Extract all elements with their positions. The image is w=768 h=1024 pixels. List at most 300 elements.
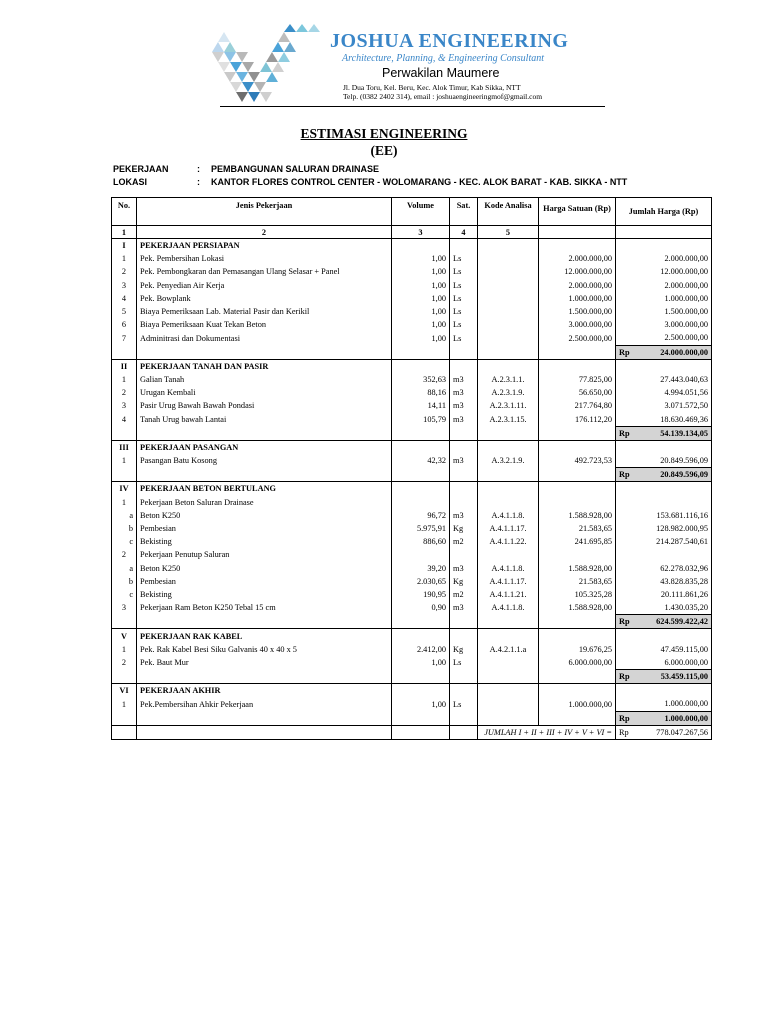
empty-cell [539,629,616,643]
section-header-row [112,482,712,496]
item-code [478,279,539,292]
colnum [539,226,616,239]
empty-cell [392,426,450,440]
item-total: 27.443.040,63 [616,373,712,386]
item-unit: m3 [450,562,478,575]
empty-cell [539,426,616,440]
item-number: 1 [112,643,137,656]
item-unit: Ls [450,292,478,305]
item-number: 3 [112,399,137,412]
item-code: A.2.3.1.1. [478,373,539,386]
item-unit: m3 [450,601,478,615]
item-number: 2 [112,656,137,670]
item-name: Galian Tanah [137,373,392,386]
empty-cell [450,670,478,684]
item-name: Pembesian [137,575,392,588]
item-code: A.2.3.1.9. [478,386,539,399]
lokasi-label: LOKASI [113,177,148,187]
rp-label: Rp [619,727,629,737]
item-volume: 1,00 [392,292,450,305]
item-number: 4 [112,292,137,305]
table-row [112,601,712,615]
colnum: 1 [112,226,137,239]
empty-cell [478,345,539,359]
colnum: 3 [392,226,450,239]
pekerjaan-label: PEKERJAAN [113,164,169,174]
item-volume: 96,72 [392,509,450,522]
table-row [112,535,712,548]
section-header-row [112,440,712,454]
item-volume: 1,00 [392,279,450,292]
section-number: V [112,629,137,643]
item-code [478,265,539,278]
table-row [112,643,712,656]
item-number: 2 [112,386,137,399]
item-code: A.4.1.1.8. [478,601,539,615]
grand-total-row [112,725,712,739]
table-row [112,548,712,561]
item-unit [450,548,478,561]
item-name: Pek. Pembersihan Lokasi [137,252,392,265]
item-total: 2.000.000,00 [616,279,712,292]
item-name: Pek. Penyedian Air Kerja [137,279,392,292]
item-code: A.2.3.1.15. [478,412,539,426]
item-total: 3.000.000,00 [616,318,712,331]
item-name: Pek. Bowplank [137,292,392,305]
item-total: 4.994.051,56 [616,386,712,399]
section-subtotal-row [112,426,712,440]
section-number: I [112,239,137,253]
empty-cell [392,359,450,373]
section-subtotal [616,615,712,629]
empty-cell [450,684,478,698]
table-row [112,279,712,292]
colnum: 4 [450,226,478,239]
item-name: Beton K250 [137,562,392,575]
table-row [112,697,712,711]
item-number: 1 [112,252,137,265]
item-unit: m2 [450,535,478,548]
item-total: 1.000.000,00 [616,697,712,711]
document-title: ESTIMASI ENGINEERING [300,126,468,141]
item-code: A.4.1.1.8. [478,562,539,575]
empty-cell [450,440,478,454]
item-unit-price: 217.764,80 [539,399,616,412]
item-number: 7 [112,331,137,345]
grand-total-value: 778.047.267,56 [656,727,708,737]
empty-cell [137,711,392,725]
item-total: 128.982.000,95 [616,522,712,535]
item-unit: Ls [450,656,478,670]
item-code [478,305,539,318]
item-unit: Kg [450,575,478,588]
grand-total [616,725,712,739]
item-number: c [112,588,137,601]
item-total: 20.849.596,09 [616,454,712,468]
item-number: 5 [112,305,137,318]
section-title: PEKERJAAN PERSIAPAN [137,239,392,253]
empty-cell [112,468,137,482]
item-unit-price: 176.112,20 [539,412,616,426]
item-name: Beton K250 [137,509,392,522]
item-code: A.4.1.1.8. [478,509,539,522]
item-total: 2.500.000,00 [616,331,712,345]
item-unit: m3 [450,412,478,426]
section-subtotal [616,670,712,684]
item-name: Biaya Pemeriksaan Lab. Material Pasir dan Kerikil [137,305,392,318]
item-unit-price: 1.588.928,00 [539,509,616,522]
item-code: A.4.1.1.21. [478,588,539,601]
empty-cell [616,359,712,373]
empty-cell [478,482,539,496]
empty-cell [112,711,137,725]
item-unit: Ls [450,331,478,345]
item-total: 214.287.540,61 [616,535,712,548]
empty-cell [450,711,478,725]
item-code: A.4.1.1.22. [478,535,539,548]
item-unit-price: 1.500.000,00 [539,305,616,318]
table-row [112,562,712,575]
section-number: II [112,359,137,373]
item-volume: 42,32 [392,454,450,468]
lokasi-line [113,177,627,187]
item-unit: Ls [450,265,478,278]
section-title: PEKERJAAN BETON BERTULANG [137,482,392,496]
item-name: Pekerjaan Beton Saluran Drainase [137,496,392,509]
item-number: 1 [112,697,137,711]
empty-cell [112,670,137,684]
item-total: 1.500.000,00 [616,305,712,318]
item-total: 47.459.115,00 [616,643,712,656]
company-contact: Telp. (0382 2402 314), email : joshuaengineeringmof@gmail.com [343,92,543,101]
item-total: 12.000.000,00 [616,265,712,278]
item-unit-price: 3.000.000,00 [539,318,616,331]
section-number: VI [112,684,137,698]
item-unit-price: 6.000.000,00 [539,656,616,670]
empty-cell [450,725,478,739]
item-number: 2 [112,265,137,278]
empty-cell [478,440,539,454]
table-row [112,588,712,601]
table-row [112,496,712,509]
item-number: 1 [112,496,137,509]
empty-cell [478,711,539,725]
section-subtotal-row [112,468,712,482]
empty-cell [616,440,712,454]
item-number: c [112,535,137,548]
empty-cell [450,426,478,440]
header-no: No. [112,198,137,226]
column-number-row [112,226,712,239]
item-name: Pekerjaan Penutup Saluran [137,548,392,561]
item-unit: Kg [450,522,478,535]
empty-cell [112,345,137,359]
table-row [112,318,712,331]
item-number: 1 [112,454,137,468]
empty-cell [450,239,478,253]
item-unit: Ls [450,697,478,711]
empty-cell [539,345,616,359]
item-total: 43.828.835,28 [616,575,712,588]
company-tagline: Architecture, Planning, & Engineering Consultant [342,53,545,64]
subtotal-value: 624.599.422,42 [656,617,708,627]
empty-cell [616,684,712,698]
empty-cell [450,468,478,482]
empty-cell [392,345,450,359]
table-row [112,412,712,426]
item-number: 1 [112,373,137,386]
colnum [616,226,712,239]
item-unit-price: 105.325,28 [539,588,616,601]
item-code: A.4.1.1.17. [478,575,539,588]
empty-cell [539,615,616,629]
item-unit [450,496,478,509]
rp-label: Rp [619,713,630,723]
item-code: A.2.3.1.11. [478,399,539,412]
item-code: A.4.2.1.1.a [478,643,539,656]
item-volume: 0,90 [392,601,450,615]
pekerjaan-value: PEMBANGUNAN SALURAN DRAINASE [211,164,380,174]
item-total [616,548,712,561]
colnum: 2 [137,226,392,239]
section-header-row [112,629,712,643]
letterhead-divider [220,106,605,107]
header-kode: Kode Analisa [478,198,539,226]
empty-cell [616,629,712,643]
item-name: Pek.Pembersihan Ahkir Pekerjaan [137,697,392,711]
empty-cell [616,482,712,496]
subtotal-value: 24.000.000,00 [660,347,708,357]
subtotal-value: 53.459.115,00 [660,672,708,682]
pekerjaan-line [113,164,379,174]
table-row [112,509,712,522]
item-name: Biaya Pemeriksaan Kuat Tekan Beton [137,318,392,331]
item-total: 6.000.000,00 [616,656,712,670]
item-unit-price: 492.723,53 [539,454,616,468]
empty-cell [392,468,450,482]
section-header-row [112,359,712,373]
item-number: 3 [112,279,137,292]
item-volume: 1,00 [392,318,450,331]
item-volume: 1,00 [392,656,450,670]
section-header-row [112,684,712,698]
item-unit: Kg [450,643,478,656]
item-code [478,548,539,561]
empty-cell [112,426,137,440]
item-unit: m3 [450,399,478,412]
table-row [112,373,712,386]
rp-label: Rp [619,617,630,627]
section-subtotal-row [112,670,712,684]
branch-name: Perwakilan Maumere [382,66,500,80]
item-unit-price: 2.000.000,00 [539,279,616,292]
item-volume [392,496,450,509]
item-volume: 14,11 [392,399,450,412]
item-code [478,656,539,670]
empty-cell [392,482,450,496]
empty-cell [392,615,450,629]
item-unit-price [539,548,616,561]
empty-cell [539,670,616,684]
document-subtitle: (EE) [370,143,398,158]
rp-label: Rp [619,470,630,480]
subtotal-value: 20.849.596,09 [660,470,708,480]
empty-cell [450,482,478,496]
header-sat: Sat. [450,198,478,226]
item-volume: 88,16 [392,386,450,399]
item-name: Pek. Pembongkaran dan Pemasangan Ulang Selasar + Panel [137,265,392,278]
empty-cell [478,629,539,643]
section-title: PEKERJAAN PASANGAN [137,440,392,454]
empty-cell [392,440,450,454]
item-volume: 2.030,65 [392,575,450,588]
rp-label: Rp [619,672,630,682]
item-unit-price: 2.500.000,00 [539,331,616,345]
item-unit-price: 2.000.000,00 [539,252,616,265]
item-name: Adminitrasi dan Dokumentasi [137,331,392,345]
item-name: Pembesian [137,522,392,535]
empty-cell [137,725,392,739]
item-code [478,697,539,711]
item-name: Tanah Urug bawah Lantai [137,412,392,426]
section-subtotal [616,468,712,482]
item-unit-price: 19.676,25 [539,643,616,656]
empty-cell [539,684,616,698]
empty-cell [112,725,137,739]
table-row [112,656,712,670]
item-number: 2 [112,548,137,561]
lokasi-colon: : [197,177,200,187]
item-total: 153.681.116,16 [616,509,712,522]
header-jenis: Jenis Pekerjaan [137,198,392,226]
empty-cell [137,615,392,629]
item-code [478,318,539,331]
table-row [112,386,712,399]
item-volume: 886,60 [392,535,450,548]
empty-cell [478,468,539,482]
item-unit: m3 [450,373,478,386]
table-row [112,454,712,468]
item-number: b [112,575,137,588]
estimate-table [111,197,712,740]
lokasi-value: KANTOR FLORES CONTROL CENTER - WOLOMARANG - KEC. ALOK BARAT - KAB. SIKKA - NTT [211,177,628,187]
item-unit: m2 [450,588,478,601]
item-volume: 352,63 [392,373,450,386]
empty-cell [478,426,539,440]
table-row [112,399,712,412]
item-number: a [112,562,137,575]
item-unit: m3 [450,509,478,522]
empty-cell [137,468,392,482]
item-unit-price: 1.588.928,00 [539,601,616,615]
item-unit-price: 21.583,65 [539,522,616,535]
item-number: 4 [112,412,137,426]
item-volume [392,548,450,561]
item-unit: Ls [450,279,478,292]
header-volume: Volume [392,198,450,226]
item-volume: 2.412,00 [392,643,450,656]
item-code [478,252,539,265]
table-row [112,522,712,535]
empty-cell [392,670,450,684]
empty-cell [539,468,616,482]
item-unit-price: 56.650,00 [539,386,616,399]
subtotal-value: 54.139.134,05 [660,428,708,438]
item-total: 2.000.000,00 [616,252,712,265]
table-row [112,265,712,278]
item-name: Pek. Rak Kabel Besi Siku Galvanis 40 x 40 x 5 [137,643,392,656]
item-number: 3 [112,601,137,615]
section-title: PEKERJAAN RAK KABEL [137,629,392,643]
empty-cell [392,711,450,725]
item-volume: 39,20 [392,562,450,575]
section-header-row [112,239,712,253]
section-subtotal [616,345,712,359]
item-total: 20.111.861,26 [616,588,712,601]
empty-cell [478,684,539,698]
empty-cell [539,440,616,454]
item-unit: m3 [450,386,478,399]
item-unit: Ls [450,305,478,318]
item-total: 18.630.469,36 [616,412,712,426]
item-total: 1.430.035,20 [616,601,712,615]
empty-cell [539,239,616,253]
table-row [112,252,712,265]
empty-cell [539,711,616,725]
item-code: A.4.1.1.17. [478,522,539,535]
item-unit-price [539,496,616,509]
empty-cell [539,359,616,373]
empty-cell [478,670,539,684]
pekerjaan-colon: : [197,164,200,174]
item-code: A.3.2.1.9. [478,454,539,468]
item-volume: 1,00 [392,697,450,711]
item-number: 6 [112,318,137,331]
empty-cell [392,239,450,253]
item-code [478,331,539,345]
section-subtotal-row [112,711,712,725]
company-logo [210,22,328,104]
item-name: Bekisting [137,535,392,548]
empty-cell [137,426,392,440]
item-volume: 1,00 [392,265,450,278]
item-unit: m3 [450,454,478,468]
rp-label: Rp [619,347,630,357]
item-unit-price: 1.000.000,00 [539,697,616,711]
section-title: PEKERJAAN AKHIR [137,684,392,698]
item-unit-price: 21.583,65 [539,575,616,588]
grand-total-label: JUMLAH I + II + III + IV + V + VI = [478,725,616,739]
item-unit: Ls [450,318,478,331]
empty-cell [478,239,539,253]
subtotal-value: 1.000.000,00 [664,713,708,723]
empty-cell [478,615,539,629]
table-row [112,305,712,318]
item-name: Pasir Urug Bawah Bawah Pondasi [137,399,392,412]
item-unit-price: 1.588.928,00 [539,562,616,575]
section-subtotal-row [112,345,712,359]
item-volume: 190,95 [392,588,450,601]
item-total: 1.000.000,00 [616,292,712,305]
item-volume: 105,79 [392,412,450,426]
item-unit-price: 241.695,85 [539,535,616,548]
company-address: Jl. Dua Toru, Kel. Beru, Kec. Alok Timur, Kab Sikka, NTT [343,83,521,92]
empty-cell [450,629,478,643]
item-volume: 1,00 [392,331,450,345]
item-unit-price: 12.000.000,00 [539,265,616,278]
item-number: a [112,509,137,522]
item-name: Urugan Kembali [137,386,392,399]
